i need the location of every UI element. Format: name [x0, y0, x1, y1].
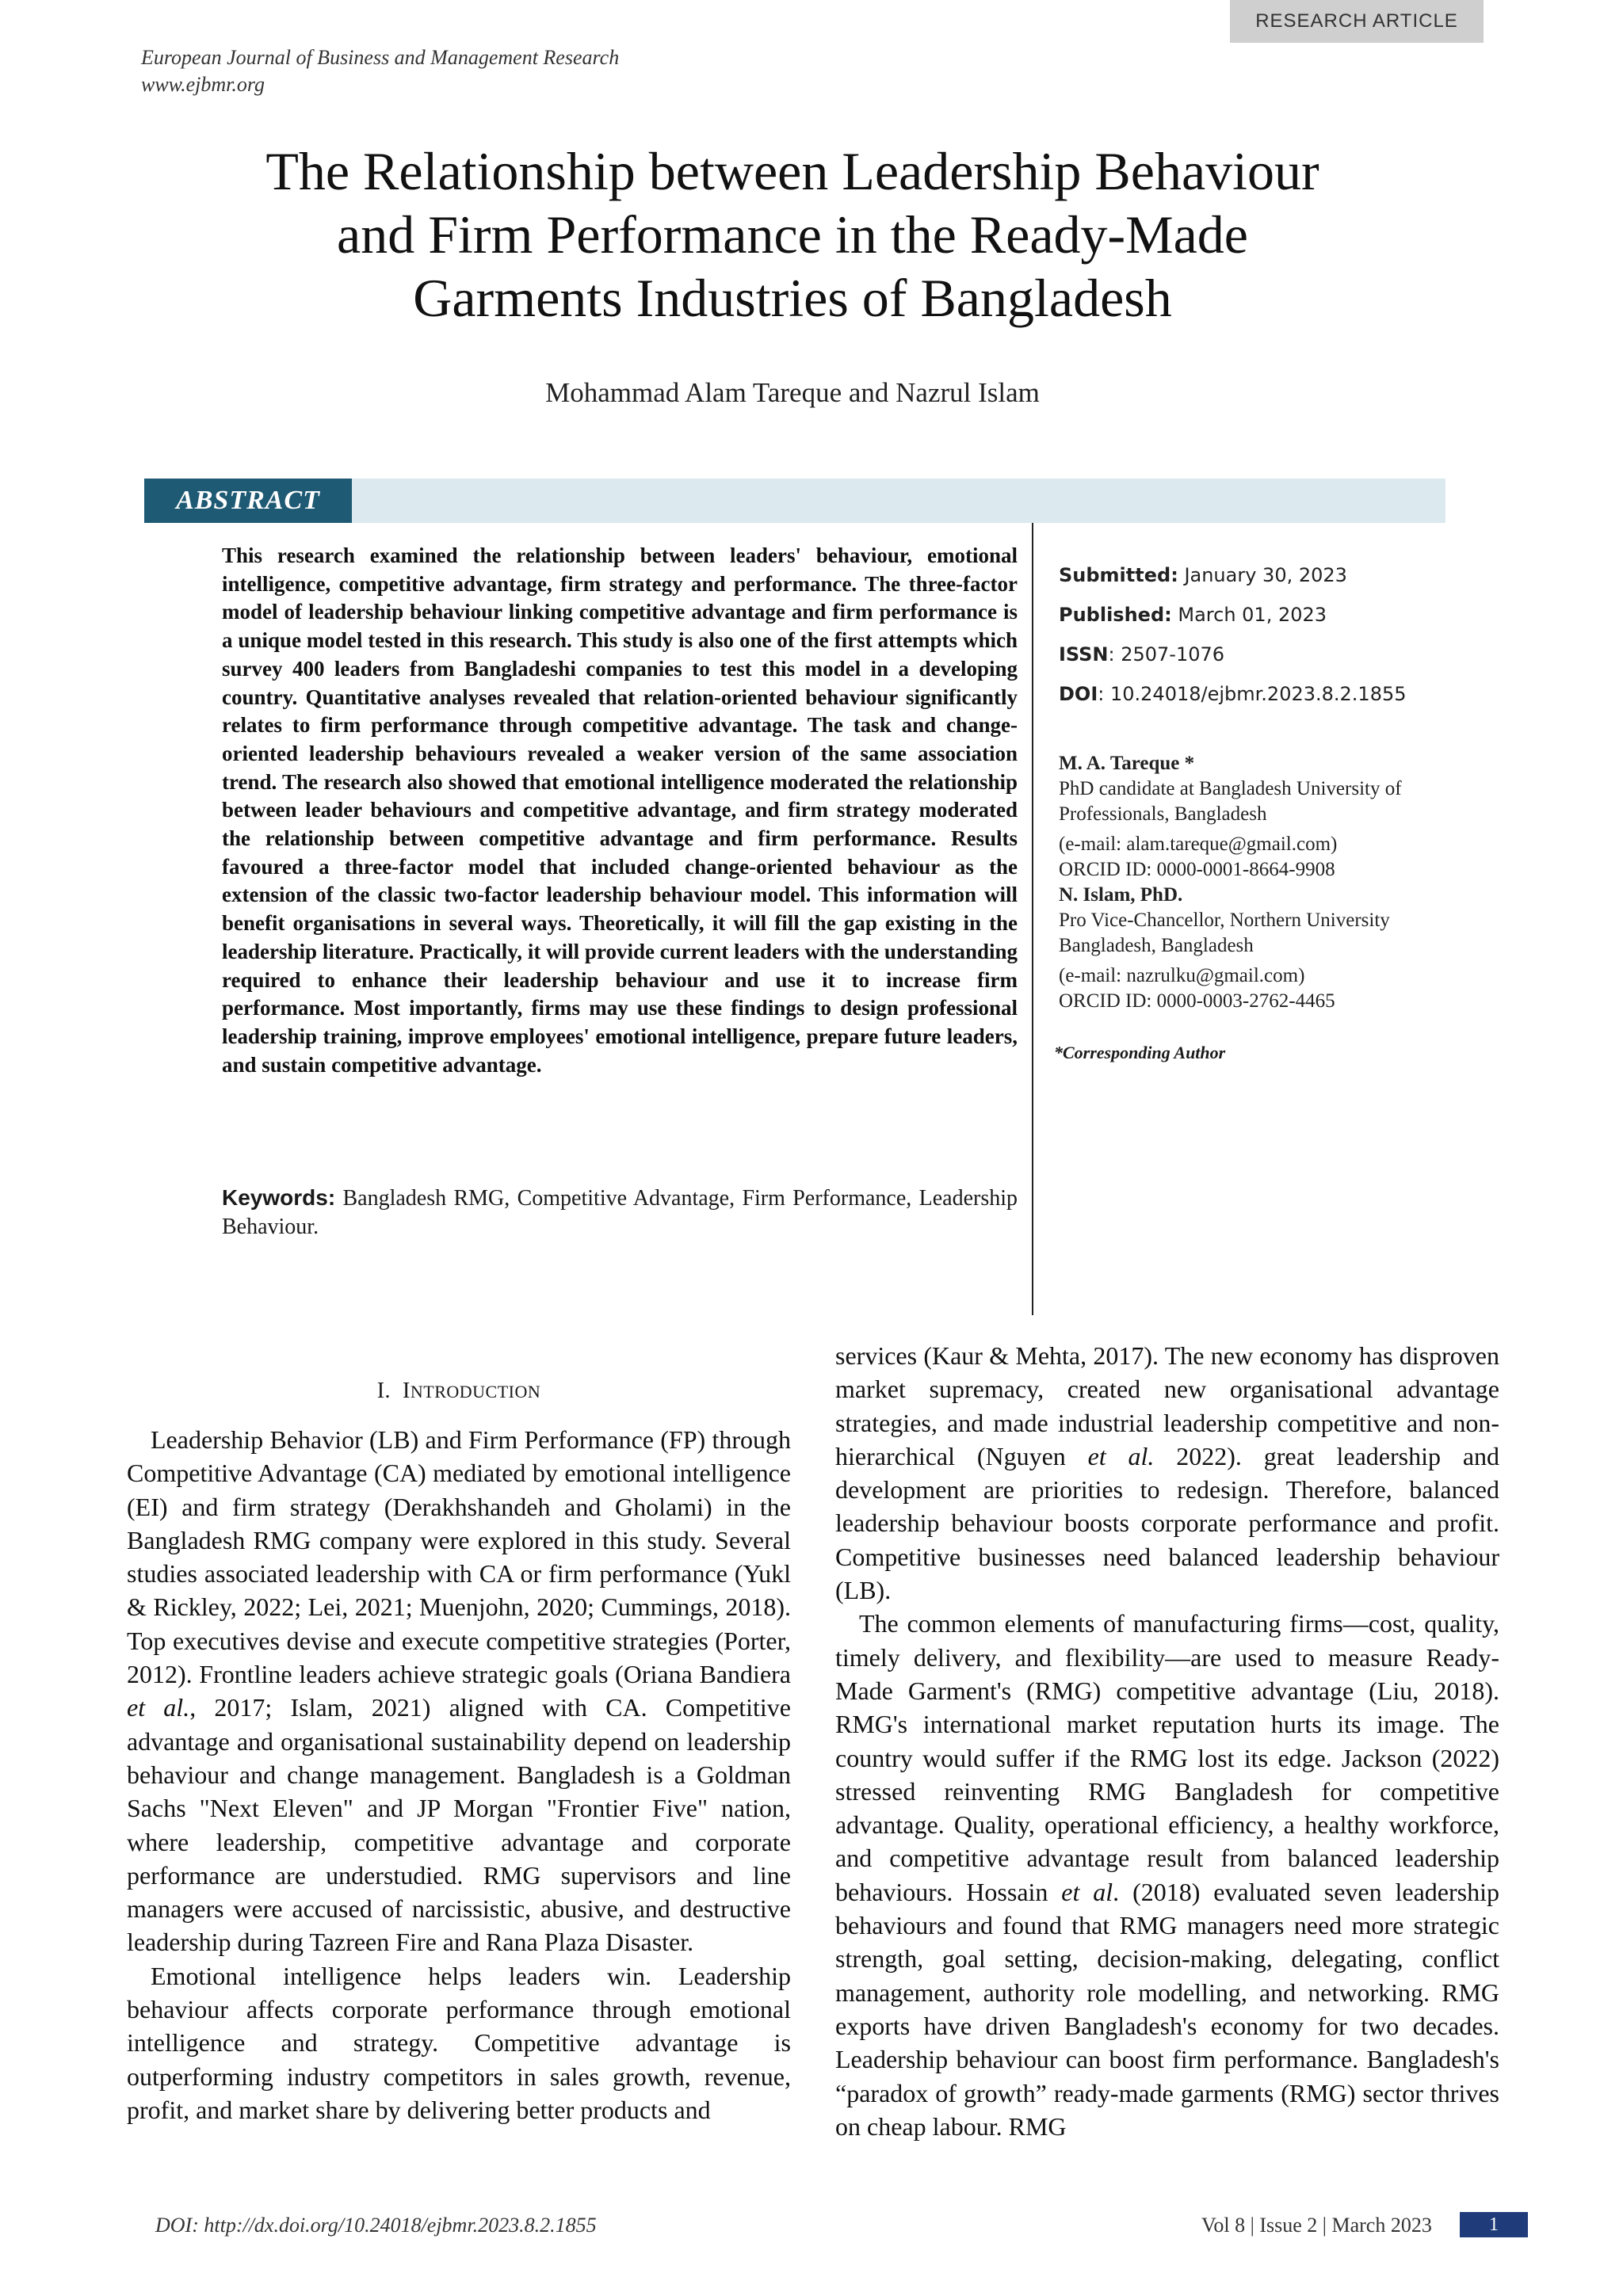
author1-orcid: ORCID ID: 0000-0001-8664-9908	[1059, 859, 1335, 880]
published-date	[1059, 604, 1471, 626]
published-label: Published:	[1059, 604, 1172, 626]
doi-value[interactable]: : 10.24018/ejbmr.2023.8.2.1855	[1098, 683, 1407, 705]
keywords-label: Keywords:	[222, 1185, 336, 1210]
abstract-label: ABSTRACT	[144, 479, 352, 523]
left-column	[127, 1423, 791, 2126]
paragraph: Leadership Behavior (LB) and Firm Performance (FP) through Competitive Advantage (CA) mediated by emotional intelligence (EI) and firm strategy (Derakhshandeh and Gholami) in the Bangladesh RMG company were explored in this study. Several studies associated leadership with CA or firm performance (Yukl & Rickley, 2022; Lei, 2021; Muenjohn, 2020; Cummings, 2018). Top executives devise and execute competitive strategies (Porter, 2012). Frontline leaders achieve strategic goals (Oriana Bandiera et al., 2017; Islam, 2021) aligned with CA. Competitive advantage and organisational sustainability depend on leadership behaviour and change management. Bangladesh is a Goldman Sachs "Next Eleven" and JP Morgan "Frontier Five" nation, where leadership, competitive advantage and corporate performance are understudied. RMG supervisors and line managers were accused of narcissistic, abusive, and destructive leadership during Tazreen Fire and Rana Plaza Disaster.	[127, 1425, 792, 1957]
paper-title	[143, 139, 1442, 330]
section-heading-initial: I	[403, 1379, 411, 1403]
author1-name: M. A. Tareque *	[1059, 753, 1195, 774]
issn	[1059, 643, 1471, 666]
author-list: Mohammad Alam Tareque and Nazrul Islam	[545, 377, 1040, 408]
author2-affil: Bangladesh, Bangladesh	[1059, 935, 1254, 956]
section-heading	[127, 1379, 791, 1404]
author2-email[interactable]: (e-mail: nazrulku@gmail.com)	[1059, 965, 1305, 986]
footer-doi[interactable]: DOI: http://dx.doi.org/10.24018/ejbmr.2023.8.2.1855	[155, 2214, 597, 2237]
paragraph: services (Kaur & Mehta, 2017). The new economy has disproven market supremacy, created new organisational advantage strategies, and made industrial leadership competitive and non-hierarchical (Nguyen et al. 2022). great leadership and development are priorities to redesign. Therefore, balanced leadership behaviour boosts corporate performance and profit. Competitive businesses need balanced leadership behaviour (LB).	[835, 1341, 1500, 1605]
footer-volume: Vol 8 | Issue 2 | March 2023	[1201, 2214, 1432, 2237]
keywords	[222, 1184, 1018, 1241]
title-line: The Relationship between Leadership Behaviour	[265, 141, 1319, 201]
author1-affil: PhD candidate at Bangladesh University of	[1059, 778, 1402, 799]
author2-orcid: ORCID ID: 0000-0003-2762-4465	[1059, 990, 1335, 1012]
article-type-badge: RESEARCH ARTICLE	[1230, 0, 1484, 43]
title-line: and Firm Performance in the Ready-Made	[337, 204, 1248, 265]
published-value: March 01, 2023	[1178, 604, 1327, 626]
journal-header	[141, 44, 619, 98]
page-number: 1	[1460, 2212, 1528, 2237]
author1-email[interactable]: (e-mail: alam.tareque@gmail.com)	[1059, 833, 1338, 855]
right-column	[835, 1339, 1499, 2143]
doi	[1059, 683, 1471, 705]
submitted-date	[1059, 564, 1471, 586]
issn-value: : 2507-1076	[1108, 643, 1225, 666]
submitted-label: Submitted:	[1059, 564, 1178, 586]
title-line: Garments Industries of Bangladesh	[413, 268, 1172, 328]
section-heading-rest: NTRODUCTION	[410, 1382, 541, 1402]
author-info-1	[1059, 751, 1471, 1014]
abstract-body: This research examined the relationship between leaders' behaviour, emotional intelligence, competitive advantage, firm strategy and performance. The three-factor model of leadership behaviour linking competitive advantage and firm performance is a unique model tested in this research. This study is also one of the first attempts which survey 400 leaders from Bangladeshi companies to test this model in a developing country. Quantitative analyses revealed that relation-oriented behaviour significantly relates to firm performance through competitive advantage. The task and change-oriented leadership behaviours revealed a weaker version of the same association trend. The research also showed that emotional intelligence moderated the relationship between leader behaviours and competitive advantage, and firm strategy moderated the relationship between competitive advantage and firm performance. Results favoured a three-factor model that included change-oriented behaviour as the extension of the classic two-factor leadership behaviour model. This information will benefit organisations in several ways. Theoretically, it will fill the gap existing in the leadership literature. Practically, it will provide current leaders with the understanding required to enhance their leadership behaviour and use it to increase firm performance. Most importantly, firms may use these findings to design professional leadership training, improve employees' emotional intelligence, prepare future leaders, and sustain competitive advantage.	[222, 543, 1018, 1077]
author2-name: N. Islam, PhD.	[1059, 884, 1183, 906]
author1-affil: Professionals, Bangladesh	[1059, 803, 1267, 825]
doi-label: DOI	[1059, 683, 1098, 705]
submitted-value: January 30, 2023	[1184, 564, 1347, 586]
journal-url[interactable]: www.ejbmr.org	[141, 73, 265, 96]
corresponding-note: *Corresponding Author	[1054, 1043, 1226, 1062]
author2-affil: Pro Vice-Chancellor, Northern University	[1059, 910, 1390, 931]
column-divider	[1032, 523, 1033, 1315]
issn-label: ISSN	[1059, 643, 1109, 666]
paragraph: Emotional intelligence helps leaders win. Leadership behaviour affects corporate performance through emotional intelligence and strategy. Competitive advantage is outperforming industry competitors in sales growth, revenue, profit, and market share by delivering better products and	[127, 1961, 791, 2124]
paragraph: The common elements of manufacturing firms—cost, quality, timely delivery, and flexibility—are used to measure Ready-Made Garment's (RMG) competitive advantage (Liu, 2018). RMG's international market reputation hurts its image. The country would suffer if the RMG lost its edge. Jackson (2022) stressed reinventing RMG Bangladesh for competitive advantage. Quality, operational efficiency, a healthy workforce, and competitive advantage result from balanced leadership behaviours. Hossain et al. (2018) evaluated seven leadership behaviours and found that RMG managers need more strategic strength, goal setting, decision-making, delegating, conflict management, authority role modelling, and networking. RMG exports have driven Bangladesh's economy for two decades. Leadership behaviour can boost firm performance. Bangladesh's “paradox of growth” ready-made garments (RMG) sector thrives on cheap labour. RMG	[835, 1609, 1499, 2141]
section-number: I.	[376, 1379, 391, 1403]
keywords-text: Bangladesh RMG, Competitive Advantage, Firm Performance, Leadership Behaviour.	[222, 1186, 1018, 1239]
journal-name: European Journal of Business and Management Research	[141, 46, 620, 69]
